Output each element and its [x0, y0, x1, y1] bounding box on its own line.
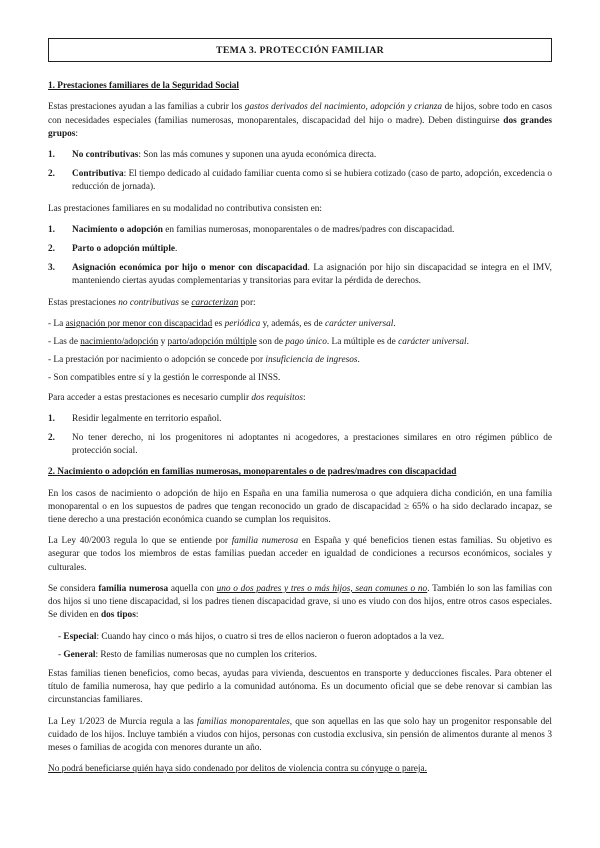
- group-item-contributiva: 2. Contributiva: El tiempo dedicado al cuidado familiar cuenta como si se hubiera cotizado (caso de parto, adopción, excedencia o reducción de jornada).: [48, 169, 552, 193]
- list-item-nacimiento: 1. Nacimiento o adopción en familias numerosas, monoparentales o de madres/padres con discapacidad.: [48, 224, 455, 235]
- s1-caracteristicas-paragraph: Estas prestaciones no contributivas se caracterizan por:: [48, 297, 256, 308]
- list-item-requisito-1: 1. Residir legalmente en territorio español.: [48, 413, 222, 424]
- list-item-requisito-2: 2. No tener derecho, ni los progenitores ni adoptantes ni acogedores, a prestaciones similares en otro régimen público de protección social.: [48, 433, 552, 457]
- s2-paragraph-beneficios: Estas familias tienen beneficios, como becas, ayudas para vivienda, descuentos en transporte y deducciones fiscales. Para obtener el título de familia numerosa, hay que pedirlo a la comunidad autónoma. Es un documento oficial que se debe renovar si cambian las circunstancias familiares.: [48, 668, 552, 706]
- s2-paragraph-1: En los casos de nacimiento o adopción de hijo en España en una familia numerosa o que adquiera dicha condición, en una familia monoparental o en los supuestos de padres que tengan reconocido un grado de discapacidad ≥ 65% o ha sido declarado incapaz, se tiene derecho a una prestación económica cuando se cumplan los requisitos.: [48, 488, 552, 526]
- list-item-asignacion: 3. Asignación económica por hijo o menor con discapacidad. La asignación por hijo sin discapacidad se integra en el IMV, manteniendo ciertas ayudas complementarias y transitorias para evitar la pérdida de derechos.: [48, 263, 552, 287]
- group-item-no-contributivas: 1. No contributivas: Son las más comunes y suponen una ayuda económica directa.: [48, 150, 377, 161]
- no-contributivas-list: [48, 224, 552, 289]
- list-item-caracteristica-1: - La asignación por menor con discapacidad es periódica y, además, es de carácter universal.: [48, 318, 396, 329]
- list-item-caracteristica-4: - Son compatibles entre sí y la gestión le corresponde al INSS.: [48, 373, 281, 384]
- caracteristicas-list: [48, 318, 552, 386]
- s2-paragraph-ley-40-2003: La Ley 40/2003 regula lo que se entiende por familia numerosa en España y qué beneficios tienen estas familias. Su objetivo es asegurar que todos los miembros de estas familias puedan acceder en igualdad de condiciones a recursos económicos, sociales y culturales.: [48, 536, 552, 573]
- requisitos-list: [48, 413, 552, 459]
- groups-list: [48, 149, 552, 195]
- s2-paragraph-definicion: Se considera familia numerosa aquella con uno o dos padres y tres o más hijos, sean comunes o no. También lo son las familias con dos hijos si uno tiene discapacidad, si los padres tienen discapacidad grave, si uno es viudo con dos hijos, entre otros casos especiales. Se dividen en dos tipos:: [48, 583, 553, 621]
- tipos-list: [48, 631, 552, 662]
- section-1-heading: 1. Prestaciones familiares de la Seguridad Social: [48, 81, 240, 92]
- s2-paragraph-ley-1-2023: La Ley 1/2023 de Murcia regula a las familias monoparentales, que son aquellas en las que solo hay un progenitor responsable del cuidado de los hijos. Incluye también a viudos con hijos, personas con custodia exclusiva, sin pensión de alimentos durante al menos 3 meses o familias de acogida con menores durante un año.: [48, 716, 552, 753]
- list-item-caracteristica-3: - La prestación por nacimiento o adopción se concede por insuficiencia de ingresos.: [48, 355, 360, 366]
- s1-requisitos-paragraph: Para acceder a estas prestaciones es necesario cumplir dos requisitos:: [48, 392, 306, 403]
- list-item-tipo-especial: - Especial: Cuando hay cinco o más hijos, o cuatro si tres de ellos nacieron o fueron adoptados a la vez.: [58, 631, 445, 642]
- s1-intro-paragraph: Estas prestaciones ayudan a las familias a cubrir los gastos derivados del nacimiento, adopción y crianza de hijos, sobre todo en casos con necesidades especiales (familias numerosas, monoparentales, discapacidad del hijo o madre). Deben distinguirse dos grandes grupos:: [48, 102, 553, 139]
- list-item-caracteristica-2: - Las de nacimiento/adopción y parto/adopción múltiple son de pago único. La múltiple es de carácter universal.: [48, 337, 469, 348]
- s2-paragraph-exclusion: No podrá beneficiarse quién haya sido condenado por delitos de violencia contra su cónyuge o pareja.: [48, 764, 427, 775]
- page-title: TEMA 3. PROTECCIÓN FAMILIAR: [48, 38, 552, 62]
- list-item-tipo-general: - General: Resto de familias numerosas que no cumplen los criterios.: [58, 649, 317, 660]
- s1-modalidad-paragraph: Las prestaciones familiares en su modalidad no contributiva consisten en:: [48, 203, 322, 214]
- list-item-parto-multiple: 2. Parto o adopción múltiple.: [48, 244, 178, 255]
- section-2-heading: 2. Nacimiento o adopción en familias numerosas, monoparentales o de padres/madres con discapacidad: [48, 467, 457, 478]
